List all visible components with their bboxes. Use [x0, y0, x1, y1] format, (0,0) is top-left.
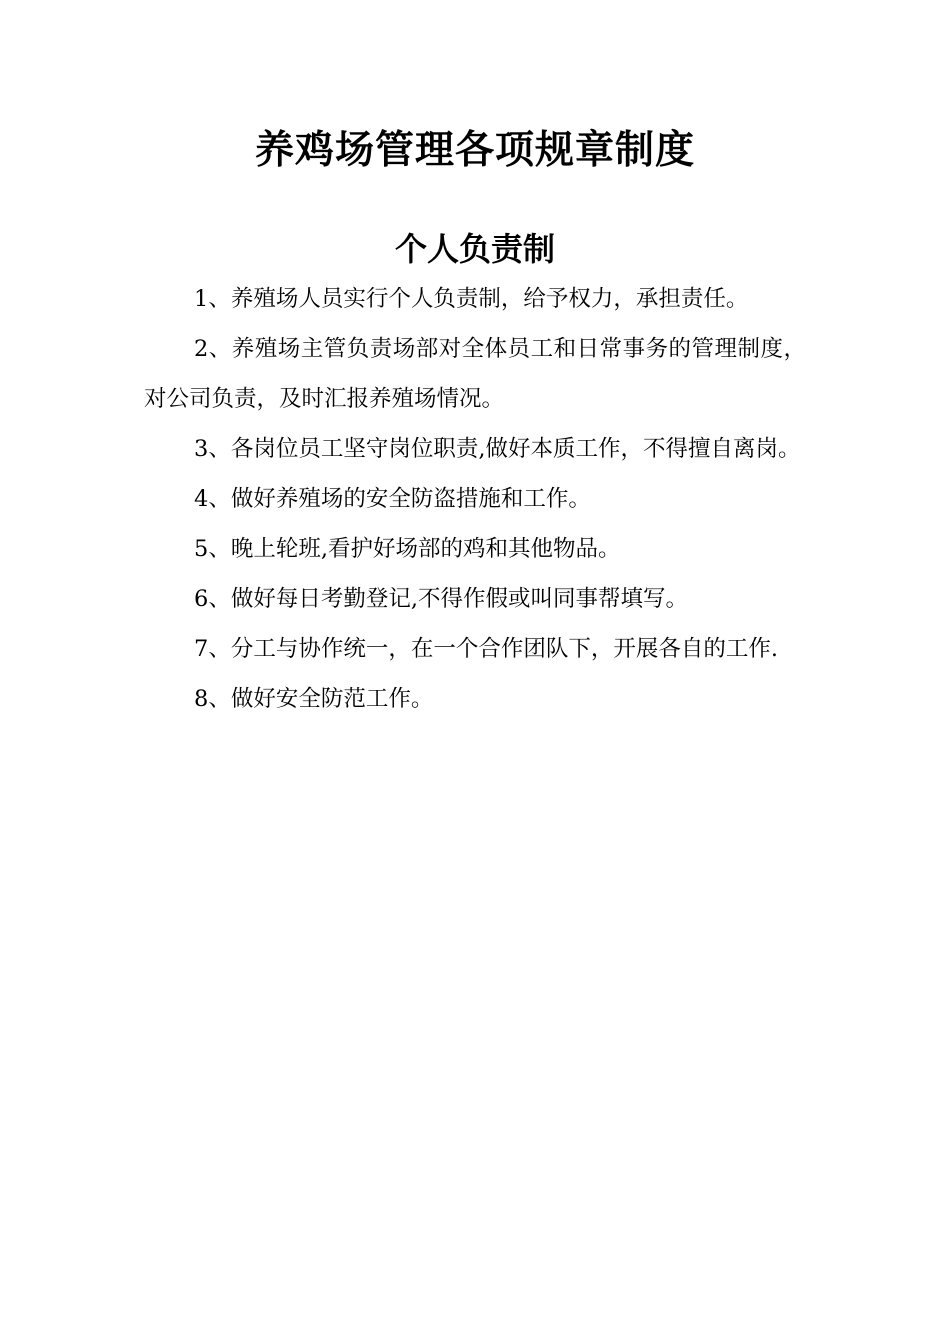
document-title: 养鸡场管理各项规章制度	[254, 127, 695, 173]
rule-paragraph-4: 4、做好养殖场的安全防盗措施和工作。	[194, 486, 591, 512]
rule-paragraph-8: 8、做好安全防范工作。	[194, 686, 434, 712]
rule-paragraph-5: 5、晚上轮班,看护好场部的鸡和其他物品。	[194, 536, 621, 562]
rule-paragraph-1: 1、养殖场人员实行个人负责制，给予权力，承担责任。	[194, 286, 749, 312]
rule-paragraph-7: 7、分工与协作统一，在一个合作团队下，开展各自的工作.	[194, 636, 778, 662]
section-title: 个人负责制	[394, 230, 555, 268]
rule-paragraph-2: 2、养殖场主管负责场部对全体员工和日常事务的管理制度，对公司负责，及时汇报养殖场情况。	[144, 336, 806, 412]
rule-paragraph-3: 3、各岗位员工坚守岗位职责,做好本质工作，不得擅自离岗。	[194, 436, 801, 462]
rule-paragraph-6: 6、做好每日考勤登记,不得作假或叫同事帮填写。	[194, 586, 688, 612]
document-body	[144, 274, 806, 724]
